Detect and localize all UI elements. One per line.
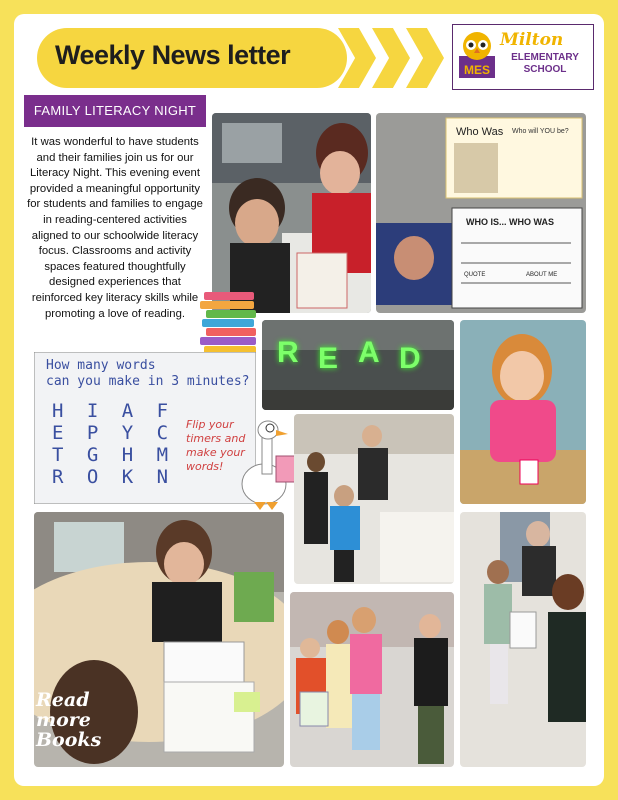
letter-row: H I A F [52, 400, 175, 422]
whiteboard-prompt-line-1: How many words [46, 358, 156, 373]
whiteboard-letter-grid [52, 400, 174, 488]
letter-row: E P Y C [52, 422, 175, 444]
photo-family-with-teacher [460, 512, 586, 767]
newsletter-title: Weekly News letter [55, 40, 291, 70]
worksheet-quote-label: QUOTE [464, 272, 486, 278]
logo-school-type: ELEMENTARY SCHOOL [511, 52, 579, 75]
letter-row: R O K N [52, 466, 175, 488]
read-more-word: Read [36, 689, 90, 711]
note-line: words! [186, 460, 224, 473]
whiteboard-prompt [46, 358, 250, 390]
logo-school-name: Milton [500, 30, 564, 50]
read-letter-d: D [399, 342, 421, 375]
note-line: timers and [186, 432, 246, 445]
read-more-word: Books [36, 729, 102, 751]
note-line: make your [186, 446, 245, 459]
photo-who-was-display [376, 113, 586, 313]
worksheet-about-me-label: ABOUT ME [526, 272, 558, 278]
owl-mascot-icon [457, 30, 497, 80]
read-letter-r: R [277, 336, 299, 369]
photo-smiling-girl [460, 320, 586, 504]
photo-kids-group [290, 592, 454, 767]
who-will-you-be: Who will YOU be? [512, 128, 569, 135]
whiteboard-instructions [186, 418, 245, 474]
worksheet-heading: WHO IS... WHO WAS [466, 217, 554, 227]
logo-initials: MES [463, 63, 491, 77]
section-heading: FAMILY LITERACY NIGHT [24, 95, 206, 127]
read-more-books-overlay [36, 690, 120, 750]
letter-row: T G H M [52, 444, 175, 466]
whiteboard-prompt-line-2: can you make in 3 minutes? [46, 374, 250, 389]
article-body: It was wonderful to have students and their families join us for our Literacy Night. This evening event provided a meaningful opportunity for students and families to engage in reading-centered activities aligned to our schoolwide literacy focus. Classrooms and activity spaces featured thoughtfully designed experiences that reinforced key literacy skills while promoting a love of reading. [27, 136, 203, 320]
read-more-word: more [36, 709, 91, 731]
read-letter-a: A [358, 336, 380, 369]
note-line: Flip your [186, 418, 234, 431]
read-letter-e: E [318, 342, 339, 375]
who-was-poster-title: Who Was [456, 126, 504, 138]
photo-student-writing [212, 113, 371, 313]
reading-goose-icon [240, 414, 302, 514]
photo-children-activity-table [294, 414, 454, 584]
